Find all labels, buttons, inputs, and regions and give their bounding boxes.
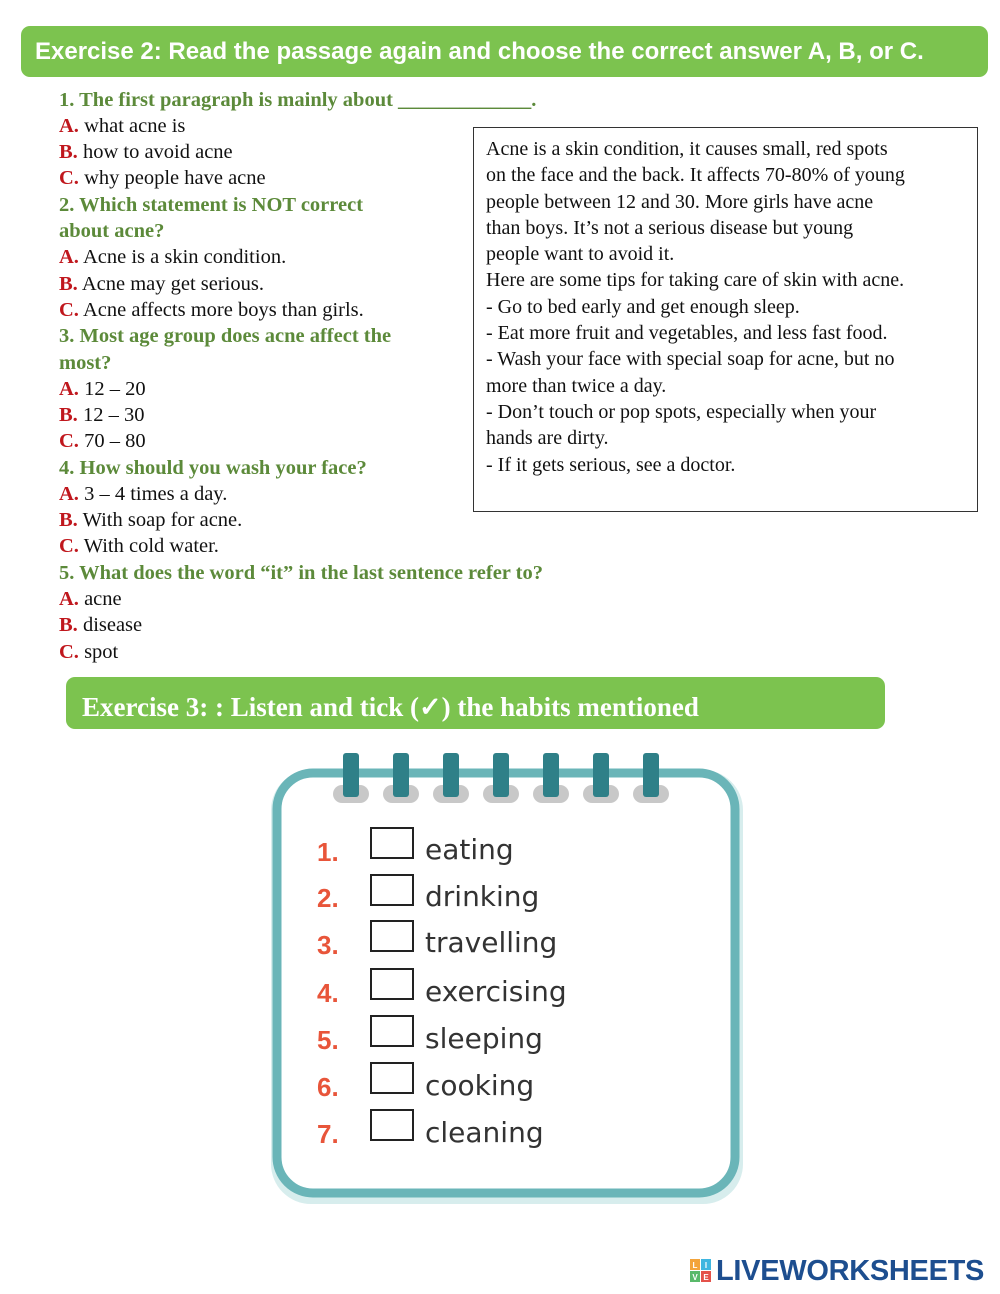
- spiral-coil-7: [643, 753, 659, 797]
- question-4-option-b[interactable]: [59, 507, 242, 533]
- svg-text:L: L: [692, 1261, 698, 1270]
- habit-word-5: sleeping: [425, 1022, 543, 1055]
- option-letter: C.: [59, 299, 79, 321]
- question-1-option-c[interactable]: [59, 165, 266, 191]
- option-text: disease: [82, 614, 143, 636]
- habit-word-7: cleaning: [425, 1116, 544, 1149]
- option-text: how to avoid acne: [82, 141, 233, 163]
- habit-number-7: 7.: [317, 1119, 339, 1149]
- passage-line: on the face and the back. It affects 70-80% of young: [486, 164, 905, 187]
- habit-number-4: 4.: [317, 978, 339, 1008]
- passage-line: hands are dirty.: [486, 427, 609, 450]
- habit-checkbox-2[interactable]: [370, 874, 414, 906]
- question-4-option-c[interactable]: [59, 533, 219, 559]
- question-2-option-b[interactable]: [59, 271, 264, 297]
- question-2-line-1: 2. Which statement is NOT correct: [59, 194, 364, 216]
- habit-number-3: 3.: [317, 930, 339, 960]
- habit-number-2: 2.: [317, 883, 339, 913]
- passage-line: - If it gets serious, see a doctor.: [486, 453, 736, 476]
- question-4-line-1: 4. How should you wash your face?: [59, 457, 367, 479]
- option-text: With cold water.: [83, 535, 219, 557]
- passage-line: more than twice a day.: [486, 374, 667, 397]
- option-letter: C.: [59, 430, 79, 452]
- spiral-coil-6: [593, 753, 609, 797]
- habit-number-1: 1.: [317, 837, 339, 867]
- option-text: 12 – 20: [84, 378, 146, 400]
- reading-passage-box: [473, 127, 978, 512]
- habit-word-2: drinking: [425, 880, 540, 913]
- option-letter: C.: [59, 535, 79, 557]
- habit-word-6: cooking: [425, 1069, 535, 1102]
- spiral-coil-4: [493, 753, 509, 797]
- question-1-option-a[interactable]: [59, 113, 185, 139]
- exercise2-banner: [21, 26, 988, 77]
- question-2-option-c[interactable]: [59, 297, 364, 323]
- spiral-coil-1: [343, 753, 359, 797]
- exercise3-title: Exercise 3: : Listen and tick (✓) the habits mentioned: [82, 692, 699, 722]
- passage-line: - Go to bed early and get enough sleep.: [486, 295, 800, 318]
- liveworksheets-logo-text: LIVEWORKSHEETS: [716, 1254, 985, 1287]
- question-3-option-b[interactable]: [59, 402, 144, 428]
- habit-checkbox-5[interactable]: [370, 1015, 414, 1047]
- option-text: 12 – 30: [82, 404, 145, 426]
- option-letter: A.: [59, 483, 79, 505]
- habit-checkbox-7[interactable]: [370, 1109, 414, 1141]
- option-letter: B.: [59, 404, 78, 426]
- option-text: Acne is a skin condition.: [82, 246, 287, 268]
- option-text: why people have acne: [84, 167, 266, 189]
- exercise3-banner: [66, 677, 885, 729]
- option-text: spot: [84, 641, 119, 663]
- habit-checkbox-6[interactable]: [370, 1062, 414, 1094]
- svg-text:E: E: [703, 1273, 709, 1282]
- question-2-option-a[interactable]: [59, 244, 286, 270]
- passage-line: - Don’t touch or pop spots, especially when your: [486, 400, 877, 423]
- option-text: acne: [84, 588, 122, 610]
- option-text: With soap for acne.: [82, 509, 243, 531]
- passage-line: Acne is a skin condition, it causes small, red spots: [486, 138, 888, 160]
- question-3-line-2: most?: [59, 352, 112, 374]
- habit-checkbox-1[interactable]: [370, 827, 414, 859]
- option-letter: B.: [59, 614, 78, 636]
- option-letter: C.: [59, 641, 79, 663]
- question-3-option-c[interactable]: [59, 428, 146, 454]
- question-2-line-2: about acne?: [59, 220, 165, 242]
- question-1-option-b[interactable]: [59, 139, 233, 165]
- svg-text:V: V: [692, 1273, 698, 1282]
- passage-line: - Wash your face with special soap for acne, but no: [486, 348, 895, 371]
- passage-line: - Eat more fruit and vegetables, and less fast food.: [486, 322, 888, 345]
- option-letter: B.: [59, 141, 78, 163]
- habit-word-3: travelling: [425, 926, 558, 959]
- question-5-option-c[interactable]: [59, 639, 118, 665]
- svg-text:I: I: [704, 1261, 708, 1270]
- option-text: what acne is: [84, 115, 186, 137]
- option-letter: A.: [59, 115, 79, 137]
- passage-line: Here are some tips for taking care of skin with acne.: [486, 269, 905, 292]
- question-5-option-b[interactable]: [59, 612, 142, 638]
- option-letter: B.: [59, 273, 78, 295]
- option-text: 70 – 80: [84, 430, 146, 452]
- passage-line: people want to avoid it.: [486, 243, 675, 266]
- option-letter: C.: [59, 167, 79, 189]
- option-text: Acne may get serious.: [81, 273, 264, 295]
- habit-checkbox-3[interactable]: [370, 920, 414, 952]
- spiral-coil-5: [543, 753, 559, 797]
- question-3-option-a[interactable]: [59, 376, 146, 402]
- question-1-line-1: 1. The first paragraph is mainly about _____________.: [59, 89, 537, 111]
- exercise2-title: Exercise 2: Read the passage again and choose the correct answer A, B, or C.: [35, 38, 924, 65]
- option-text: Acne affects more boys than girls.: [82, 299, 364, 321]
- passage-line: people between 12 and 30. More girls have acne: [486, 190, 874, 213]
- option-letter: B.: [59, 509, 78, 531]
- liveworksheets-logo-icon: [690, 1259, 712, 1283]
- habit-word-1: eating: [425, 833, 514, 866]
- habit-checkbox-4[interactable]: [370, 968, 414, 1000]
- question-5-line-1: 5. What does the word “it” in the last sentence refer to?: [59, 562, 543, 584]
- question-3-line-1: 3. Most age group does acne affect the: [59, 325, 392, 347]
- habit-word-4: exercising: [425, 975, 567, 1008]
- option-letter: A.: [59, 246, 79, 268]
- liveworksheets-logo[interactable]: [690, 1255, 984, 1287]
- question-4-option-a[interactable]: [59, 481, 227, 507]
- spiral-coil-3: [443, 753, 459, 797]
- spiral-coil-2: [393, 753, 409, 797]
- passage-line: than boys. It’s not a serious disease but young: [486, 216, 854, 239]
- option-letter: A.: [59, 378, 79, 400]
- option-letter: A.: [59, 588, 79, 610]
- question-5-option-a[interactable]: [59, 586, 122, 612]
- habit-number-5: 5.: [317, 1025, 339, 1055]
- habit-number-6: 6.: [317, 1072, 339, 1102]
- option-text: 3 – 4 times a day.: [84, 483, 228, 505]
